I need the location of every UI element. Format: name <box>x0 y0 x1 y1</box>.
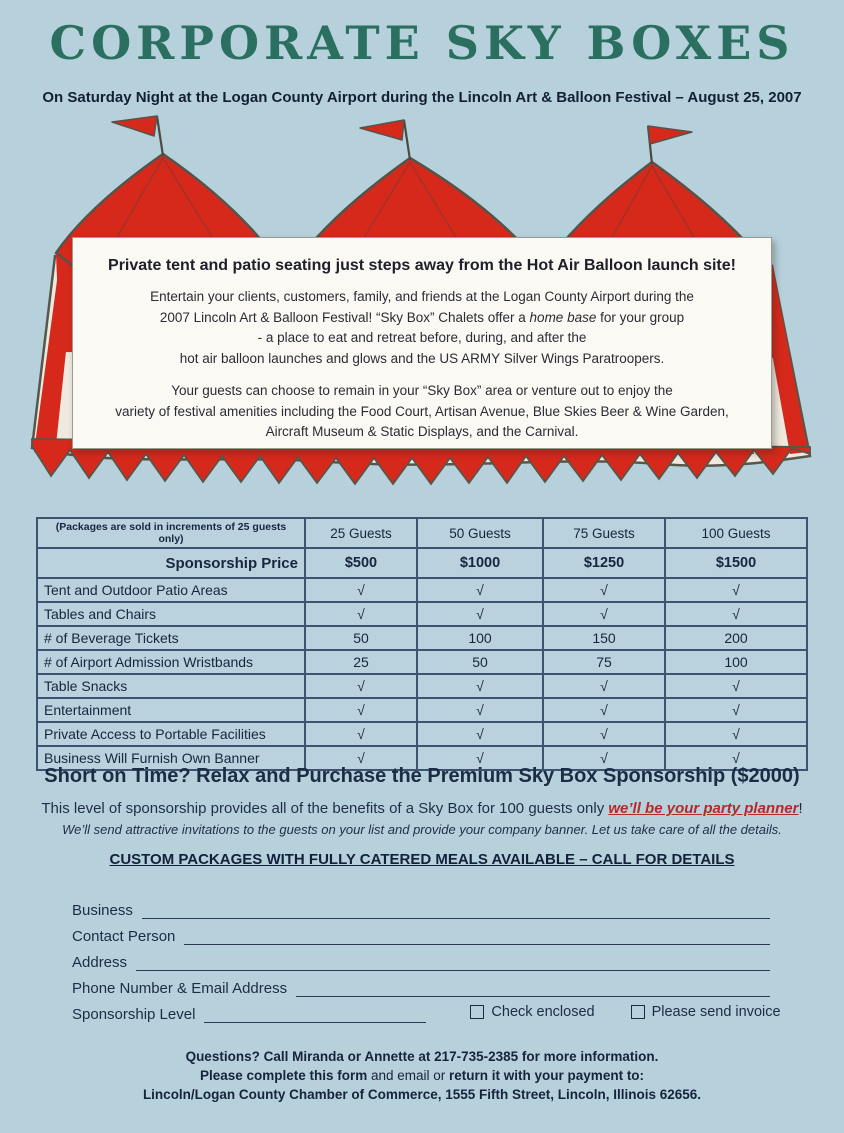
info-paragraph-2 <box>73 381 771 443</box>
feature-value-cell: √ <box>543 746 665 770</box>
payment-options <box>470 1004 780 1023</box>
table-row <box>37 602 807 626</box>
price-cell: $500 <box>305 548 417 578</box>
footer <box>0 1047 844 1104</box>
feature-value-cell: 25 <box>305 650 417 674</box>
feature-value-cell: √ <box>417 746 543 770</box>
premium-details: We’ll send attractive invitations to the guests on your list and provide your company banner. Let us take care of all the details. <box>62 822 782 837</box>
table-row <box>37 722 807 746</box>
table-row <box>37 650 807 674</box>
feature-value-cell: √ <box>665 578 807 602</box>
info-paragraph-1 <box>73 287 771 369</box>
phone-email-label: Phone Number & Email Address <box>72 980 288 997</box>
feature-value-cell: √ <box>665 674 807 698</box>
feature-label-cell: Tables and Chairs <box>37 602 305 626</box>
footer-instructions-line: Please complete this form and email or return it with your payment to: <box>199 1068 645 1083</box>
sponsorship-level-label: Sponsorship Level <box>72 1006 196 1023</box>
form-row-contact <box>72 919 770 945</box>
form-row-business <box>72 893 770 919</box>
checkbox-icon[interactable] <box>470 1005 484 1019</box>
info-p2-line3: Aircraft Museum & Static Displays, and the Carnival. <box>265 424 579 439</box>
feature-value-cell: √ <box>665 746 807 770</box>
price-cell: $1500 <box>665 548 807 578</box>
form-row-address <box>72 945 770 971</box>
feature-value-cell: √ <box>417 722 543 746</box>
feature-value-cell: √ <box>417 674 543 698</box>
custom-packages-line: CUSTOM PACKAGES WITH FULLY CATERED MEALS AVAILABLE – CALL FOR DETAILS <box>109 851 735 868</box>
home-base-italic: home base <box>529 309 597 325</box>
feature-label-cell: Tent and Outdoor Patio Areas <box>37 578 305 602</box>
page-title: CORPORATE SKY BOXES <box>49 16 795 70</box>
price-cell: $1000 <box>417 548 543 578</box>
feature-value-cell: 75 <box>543 650 665 674</box>
feature-label-cell: Private Access to Portable Facilities <box>37 722 305 746</box>
business-field[interactable] <box>142 900 770 919</box>
feature-label-cell: Entertainment <box>37 698 305 722</box>
send-invoice-label: Please send invoice <box>651 1004 781 1020</box>
feature-value-cell: √ <box>305 698 417 722</box>
column-header-25: 25 Guests <box>305 518 417 548</box>
premium-heading: Short on Time? Relax and Purchase the Premium Sky Box Sponsorship ($2000) <box>44 765 800 787</box>
feature-value-cell: 100 <box>665 650 807 674</box>
table-row <box>37 698 807 722</box>
info-p2-line1: Your guests can choose to remain in your “Sky Box” area or venture out to enjoy the <box>171 383 673 398</box>
party-planner-note: we’ll be your party planner <box>608 800 799 817</box>
feature-value-cell: √ <box>305 578 417 602</box>
feature-value-cell: √ <box>417 578 543 602</box>
feature-value-cell: √ <box>305 746 417 770</box>
sponsorship-level-field[interactable] <box>204 1004 426 1023</box>
premium-description: This level of sponsorship provides all of the benefits of a Sky Box for 100 guests only we’ll be your party planner! <box>41 800 803 817</box>
address-field[interactable] <box>136 952 770 971</box>
feature-value-cell: √ <box>665 602 807 626</box>
order-form <box>72 893 781 1023</box>
footer-address-line: Lincoln/Logan County Chamber of Commerce, 1555 Fifth Street, Lincoln, Illinois 62656. <box>142 1087 702 1102</box>
feature-value-cell: √ <box>543 698 665 722</box>
info-p1-line3: - a place to eat and retreat before, during, and after the <box>257 330 587 345</box>
feature-value-cell: √ <box>543 578 665 602</box>
feature-value-cell: 150 <box>543 626 665 650</box>
feature-value-cell: √ <box>665 698 807 722</box>
column-header-75: 75 Guests <box>543 518 665 548</box>
price-row-label: Sponsorship Price <box>37 548 305 578</box>
info-p1-line2: 2007 Lincoln Art & Balloon Festival! “Sky Box” Chalets offer a home base for your group <box>159 309 685 325</box>
table-row <box>37 674 807 698</box>
feature-value-cell: √ <box>305 674 417 698</box>
contact-person-label: Contact Person <box>72 928 176 945</box>
business-label: Business <box>72 902 133 919</box>
table-row <box>37 626 807 650</box>
price-cell: $1250 <box>543 548 665 578</box>
contact-person-field[interactable] <box>184 926 770 945</box>
check-enclosed-label: Check enclosed <box>491 1004 595 1020</box>
feature-value-cell: √ <box>417 602 543 626</box>
table-note: (Packages are sold in increments of 25 guests only) <box>37 518 305 548</box>
feature-value-cell: 50 <box>305 626 417 650</box>
feature-value-cell: 200 <box>665 626 807 650</box>
feature-value-cell: √ <box>417 698 543 722</box>
feature-value-cell: 50 <box>417 650 543 674</box>
feature-label-cell: Business Will Furnish Own Banner <box>37 746 305 770</box>
checkbox-icon[interactable] <box>631 1005 645 1019</box>
feature-value-cell: √ <box>665 722 807 746</box>
feature-value-cell: √ <box>305 722 417 746</box>
address-label: Address <box>72 954 128 971</box>
info-p2-line2: variety of festival amenities including the Food Court, Artisan Avenue, Blue Skies Beer & Wine Garden, <box>115 403 729 419</box>
table-header-row <box>37 518 807 548</box>
info-box <box>72 237 772 449</box>
form-row-phone-email <box>72 971 770 997</box>
column-header-50: 50 Guests <box>417 518 543 548</box>
check-enclosed-option[interactable] <box>470 1004 594 1020</box>
column-header-100: 100 Guests <box>665 518 807 548</box>
price-row <box>37 548 807 578</box>
info-headline: Private tent and patio seating just steps away from the Hot Air Balloon launch site! <box>108 257 736 274</box>
feature-value-cell: √ <box>543 602 665 626</box>
package-table <box>36 517 808 771</box>
feature-value-cell: √ <box>305 602 417 626</box>
footer-questions-line: Questions? Call Miranda or Annette at 217-735-2385 for more information. <box>185 1049 659 1064</box>
table-row <box>37 578 807 602</box>
feature-value-cell: √ <box>543 674 665 698</box>
form-row-sponsorship <box>72 997 781 1023</box>
feature-value-cell: 100 <box>417 626 543 650</box>
send-invoice-option[interactable] <box>631 1004 781 1020</box>
info-p1-line4: hot air balloon launches and glows and the US ARMY Silver Wings Paratroopers. <box>179 350 665 366</box>
feature-label-cell: # of Beverage Tickets <box>37 626 305 650</box>
info-p1-line1: Entertain your clients, customers, family, and friends at the Logan County Airport during the <box>150 289 694 304</box>
feature-label-cell: Table Snacks <box>37 674 305 698</box>
subtitle: On Saturday Night at the Logan County Airport during the Lincoln Art & Balloon Festival – August 25, 2007 <box>42 89 802 106</box>
feature-label-cell: # of Airport Admission Wristbands <box>37 650 305 674</box>
feature-value-cell: √ <box>543 722 665 746</box>
phone-email-field[interactable] <box>296 978 770 997</box>
